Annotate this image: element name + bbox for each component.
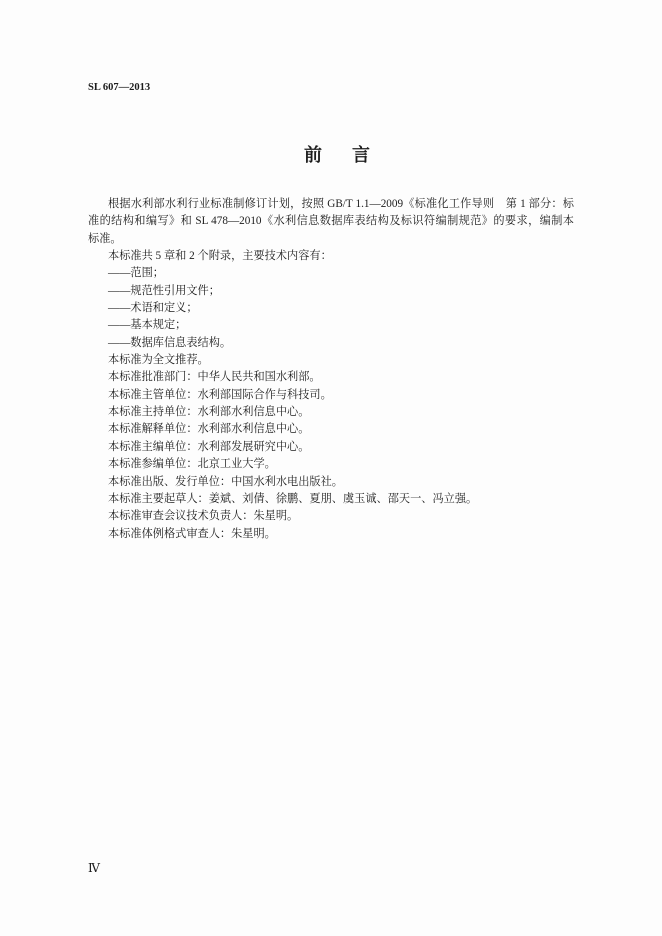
page-title: 前言 (304, 145, 400, 165)
statement-recommendation: 本标准为全文推荐。 (108, 354, 209, 367)
page-number: Ⅳ (88, 861, 100, 875)
statement-publisher: 本标准出版、发行单位：中国水利水电出版社。 (108, 475, 343, 488)
statement-participating-unit: 本标准参编单位：北京工业大学。 (108, 458, 276, 471)
contents-list-item: ——范围； (108, 267, 164, 280)
statement-interpretation-unit: 本标准解释单位：水利部水利信息中心。 (108, 423, 310, 436)
contents-intro: 本标准共 5 章和 2 个附录，主要技术内容有： (108, 250, 332, 263)
statement-competent-unit: 本标准主管单位：水利部国际合作与科技司。 (108, 388, 332, 401)
contents-list-item: ——术语和定义； (108, 302, 198, 315)
standard-code-header: SL 607—2013 (88, 82, 151, 93)
statement-format-reviewer: 本标准体例格式审查人：朱星明。 (108, 527, 276, 540)
foreword-body (88, 196, 574, 543)
statement-drafters: 本标准主要起草人：姜斌、刘倩、徐鹏、夏朋、虞玉诚、邵天一、冯立强。 (108, 492, 478, 505)
contents-list-item: ——规范性引用文件； (108, 284, 220, 297)
statement-presiding-unit: 本标准主持单位：水利部水利信息中心。 (108, 406, 310, 419)
intro-paragraph-line: 准的结构和编写》和 SL 478—2010《水利信息数据库表结构及标识符编制规范》的要求，编制本 (88, 215, 574, 228)
statement-review-technical-lead: 本标准审查会议技术负责人：朱星明。 (108, 510, 299, 523)
contents-list-item: ——数据库信息表结构。 (108, 336, 232, 349)
intro-paragraph-line: 标准。 (88, 232, 122, 245)
statement-chief-editor-unit: 本标准主编单位：水利部发展研究中心。 (108, 440, 310, 453)
statement-approval-department: 本标准批准部门：中华人民共和国水利部。 (108, 371, 321, 384)
contents-list-item: ——基本规定； (108, 319, 187, 332)
intro-paragraph-line: 根据水利部水利行业标准制修订计划，按照 GB/T 1.1—2009《标准化工作导则 第 1 部分：标 (108, 198, 574, 210)
